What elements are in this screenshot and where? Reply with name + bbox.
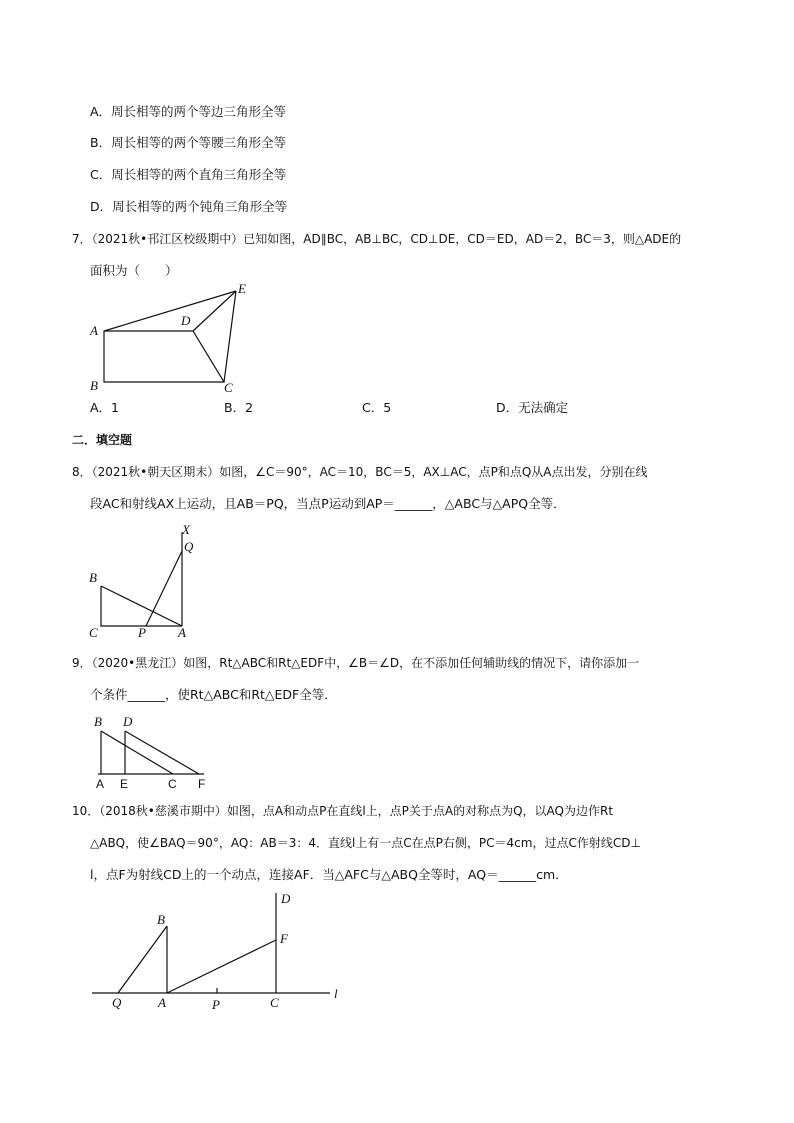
q10-label-p: P: [212, 997, 220, 1012]
q8-label-x: X: [182, 522, 190, 537]
q9-label-e: E: [120, 777, 129, 791]
q9-label-c: C: [168, 777, 177, 791]
q10-label-c: C: [270, 995, 279, 1010]
q9-stem-line1: 9．（2020•黑龙江）如图，Rt△ABC和Rt△EDF中，∠B＝∠D，在不添加任何辅助线的情况下，请你添加一: [72, 656, 640, 670]
q8-stem-line1: 8．（2021秋•朝天区期末）如图，∠C＝90°，AC＝10，BC＝5，AX⊥AC，点P和点Q从A点出发，分别在线: [72, 465, 648, 479]
q9-stem-line2: 个条件______，使Rt△ABC和Rt△EDF全等．: [90, 687, 337, 702]
q10-stem-line3: l，点F为射线CD上的一个动点，连接AF．当△AFC与△ABQ全等时，AQ＝______cm．: [90, 867, 568, 882]
q9-label-f: F: [198, 777, 206, 791]
q10-label-l: l: [334, 986, 338, 1001]
q7-option-a: A．1: [90, 400, 120, 415]
q7-label-b: B: [90, 378, 98, 393]
section-heading-fill-blank: 二．填空题: [72, 433, 133, 447]
q9-label-a: A: [96, 777, 105, 791]
q6-option-b: B．周长相等的两个等腰三角形全等: [90, 135, 287, 150]
q10-label-f: F: [280, 931, 288, 946]
q7-stem-line2: 面积为（ ）: [90, 263, 178, 278]
q8-label-a: A: [178, 625, 186, 640]
q9-label-b: B: [94, 714, 102, 729]
q10-label-q: Q: [112, 995, 122, 1010]
q6-option-c: C．周长相等的两个直角三角形全等: [90, 167, 287, 182]
q10-label-a: A: [158, 995, 166, 1010]
q7-label-e: E: [238, 281, 246, 296]
q8-label-b: B: [89, 570, 97, 585]
q8-label-q: Q: [184, 539, 194, 554]
q9-label-d: D: [123, 714, 133, 729]
q7-stem-line1: 7．（2021秋•邗江区校级期中）已知如图，AD∥BC，AB⊥BC，CD⊥DE，CD＝ED，AD＝2，BC＝3，则△ADE的: [72, 232, 682, 246]
q10-segment-qb: [118, 926, 167, 993]
q10-segment-af: [167, 940, 276, 993]
q7-label-a: A: [90, 323, 98, 338]
q7-option-c: C．5: [362, 400, 392, 415]
q7-label-c: C: [224, 380, 233, 395]
q6-option-d: D．周长相等的两个钝角三角形全等: [90, 199, 288, 214]
q6-option-a: A．周长相等的两个等边三角形全等: [90, 104, 287, 119]
q7-option-d: D．无法确定: [496, 400, 569, 415]
q8-label-p: P: [138, 625, 146, 640]
q10-label-d: D: [281, 891, 291, 906]
q10-stem-line2: △ABQ，使∠BAQ＝90°，AQ：AB＝3：4．直线l上有一点C在点P右侧，PC＝4cm，过点C作射线CD⊥: [90, 836, 641, 850]
q7-option-b: B．2: [224, 400, 254, 415]
q8-stem-line2: 段AC和射线AX上运动，且AB＝PQ，当点P运动到AP＝______，△ABC与△APQ全等．: [90, 496, 566, 511]
q7-label-d: D: [181, 313, 191, 328]
q10-stem-line1: 10．（2018秋•慈溪市期中）如图，点A和动点P在直线l上，点P关于点A的对称点为Q，以AQ为边作Rt: [72, 804, 614, 818]
q10-label-b: B: [157, 912, 165, 927]
q8-label-c: C: [89, 625, 98, 640]
